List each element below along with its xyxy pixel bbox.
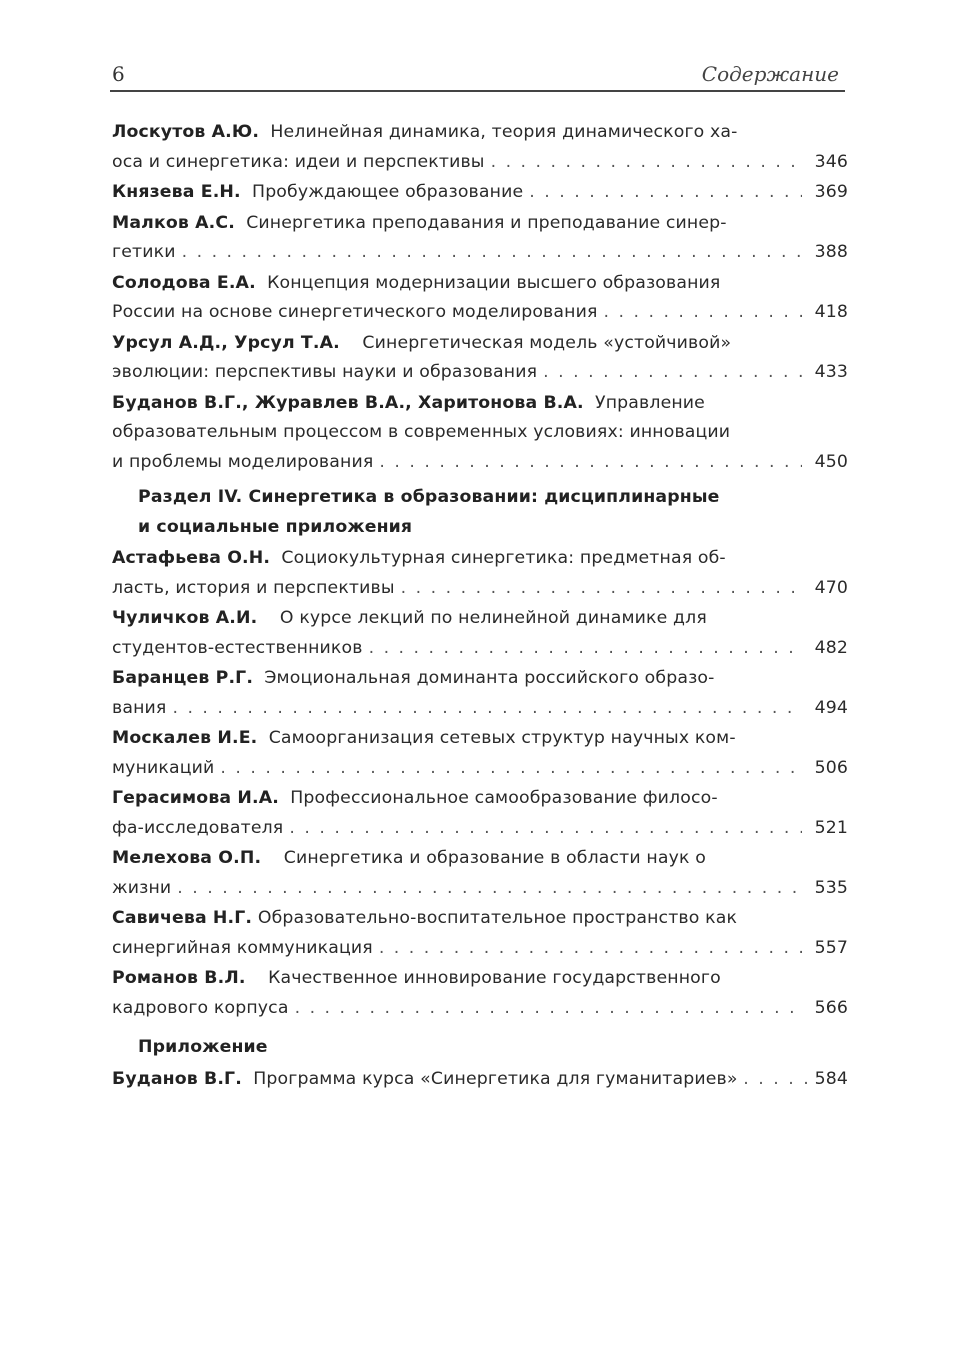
toc-leader bbox=[369, 634, 802, 664]
page-header bbox=[110, 60, 845, 92]
toc-leader bbox=[743, 1065, 808, 1095]
toc-title-cont: ласть, история и перспективы bbox=[112, 577, 395, 598]
toc-title-cont: муникаций bbox=[112, 757, 215, 778]
toc-title: Самоорганизация сетевых структур научных ком- bbox=[268, 728, 736, 748]
toc-page: 506 bbox=[814, 757, 848, 778]
running-title: Содержание bbox=[701, 62, 839, 86]
toc-leader bbox=[177, 874, 802, 904]
toc-title-cont: эволюции: перспективы науки и образования bbox=[112, 362, 538, 382]
toc-author: Буданов В.Г. bbox=[112, 1068, 242, 1089]
toc-title: Социокультурная синергетика: предметная об- bbox=[281, 548, 726, 568]
toc-title-cont: фа-исследователя bbox=[112, 817, 284, 838]
toc-author: Малков А.С. bbox=[112, 212, 235, 233]
toc-leader bbox=[379, 934, 802, 964]
toc-page: 535 bbox=[814, 877, 848, 898]
toc-title-cont: кадрового корпуса bbox=[112, 997, 289, 1018]
toc-author: Лоскутов А.Ю. bbox=[112, 122, 260, 142]
toc-title-cont: синергийная коммуникация bbox=[112, 937, 373, 958]
toc-title: Программа курса «Синергетика для гуманитариев» bbox=[253, 1068, 738, 1089]
toc-title: Эмоциональная доминанта российского образо- bbox=[264, 668, 715, 688]
toc-entry bbox=[112, 269, 848, 328]
toc-page: 494 bbox=[814, 697, 848, 718]
toc-leader bbox=[491, 148, 802, 178]
appendix-heading: Приложение bbox=[138, 1037, 268, 1057]
toc-leader bbox=[604, 298, 803, 328]
toc-entry bbox=[112, 724, 848, 783]
toc-page: 346 bbox=[814, 151, 848, 172]
toc-author: Герасимова И.А. bbox=[112, 788, 279, 808]
toc-title-cont: России на основе синергетического моделирования bbox=[112, 302, 598, 322]
toc-title-cont: жизни bbox=[112, 877, 172, 898]
toc-entry bbox=[112, 904, 848, 963]
toc-title-cont: гетики bbox=[112, 242, 176, 262]
toc-entry bbox=[112, 784, 848, 843]
toc-entry bbox=[112, 544, 848, 603]
toc-title: Профессиональное самообразование филосо- bbox=[290, 788, 718, 808]
toc-author: Буданов В.Г., Журавлев В.А., Харитонова В.А. bbox=[112, 392, 584, 413]
toc-leader bbox=[182, 238, 802, 268]
toc-title: Нелинейная динамика, теория динамического ха- bbox=[270, 122, 738, 142]
toc-author: Урсул А.Д., Урсул Т.А. bbox=[112, 332, 340, 353]
toc-entry bbox=[112, 664, 848, 723]
toc-page: 388 bbox=[814, 242, 848, 262]
toc-page: 566 bbox=[814, 997, 848, 1018]
toc-entry bbox=[112, 329, 848, 388]
toc-leader bbox=[289, 814, 802, 844]
toc-page: 482 bbox=[814, 637, 848, 658]
toc-title-cont: оса и синергетика: идеи и перспективы bbox=[112, 151, 485, 172]
toc-page: 433 bbox=[814, 362, 848, 382]
toc-author: Москалев И.Е. bbox=[112, 728, 258, 748]
toc-title-cont: студентов-естественников bbox=[112, 637, 363, 658]
toc-leader bbox=[379, 448, 802, 478]
toc-leader bbox=[529, 178, 802, 208]
toc-author: Савичева Н.Г. bbox=[112, 908, 253, 928]
section-heading bbox=[112, 483, 848, 542]
toc-entry bbox=[112, 118, 848, 177]
toc-page: 418 bbox=[814, 302, 848, 322]
toc-entry bbox=[112, 964, 848, 1023]
toc-title: Синергетика преподавания и преподавание синер- bbox=[246, 212, 727, 233]
toc-author: Астафьева О.Н. bbox=[112, 548, 271, 568]
toc-entry bbox=[112, 604, 848, 663]
toc-entry bbox=[112, 844, 848, 903]
toc-page: 450 bbox=[814, 451, 848, 472]
toc-entry bbox=[112, 389, 848, 478]
toc-title: Концепция модернизации высшего образования bbox=[267, 272, 721, 293]
page-number: 6 bbox=[112, 62, 125, 86]
toc-leader bbox=[295, 994, 802, 1024]
toc-title: Управление bbox=[595, 392, 705, 413]
toc-page: 470 bbox=[814, 577, 848, 598]
toc-leader bbox=[543, 358, 802, 388]
toc-author: Князева Е.Н. bbox=[112, 182, 241, 202]
toc-title: Синергетическая модель «устойчивой» bbox=[362, 332, 732, 353]
table-of-contents bbox=[112, 118, 848, 1095]
toc-title: Синергетика и образование в области наук о bbox=[283, 848, 706, 868]
toc-title: Качественное инновирование государственного bbox=[268, 968, 721, 988]
toc-leader bbox=[401, 574, 802, 604]
toc-page: 557 bbox=[814, 937, 848, 958]
toc-page: 584 bbox=[814, 1068, 848, 1089]
toc-leader bbox=[172, 694, 802, 724]
toc-author: Баранцев Р.Г. bbox=[112, 668, 254, 688]
toc-author: Чуличков А.И. bbox=[112, 608, 258, 628]
toc-entry bbox=[112, 209, 848, 268]
toc-entry bbox=[112, 178, 848, 208]
section-heading-line: Раздел IV. Синергетика в образовании: дисциплинарные bbox=[138, 487, 720, 507]
toc-page: 369 bbox=[814, 182, 848, 202]
toc-author: Солодова Е.А. bbox=[112, 272, 256, 293]
toc-title: О курсе лекций по нелинейной динамике для bbox=[279, 608, 707, 628]
toc-entry bbox=[112, 1065, 848, 1095]
toc-author: Мелехова О.П. bbox=[112, 848, 262, 868]
section-heading-line: и социальные приложения bbox=[138, 516, 413, 537]
toc-title-cont: и проблемы моделирования bbox=[112, 451, 374, 472]
toc-title-cont: вания bbox=[112, 697, 167, 718]
toc-page: 521 bbox=[814, 817, 848, 838]
toc-title: Пробуждающее образование bbox=[252, 182, 524, 202]
toc-author: Романов В.Л. bbox=[112, 968, 246, 988]
toc-title: Образовательно-воспитательное пространство как bbox=[257, 908, 738, 928]
toc-title-cont: образовательным процессом в современных условиях: инновации bbox=[112, 422, 731, 442]
toc-leader bbox=[220, 754, 802, 784]
